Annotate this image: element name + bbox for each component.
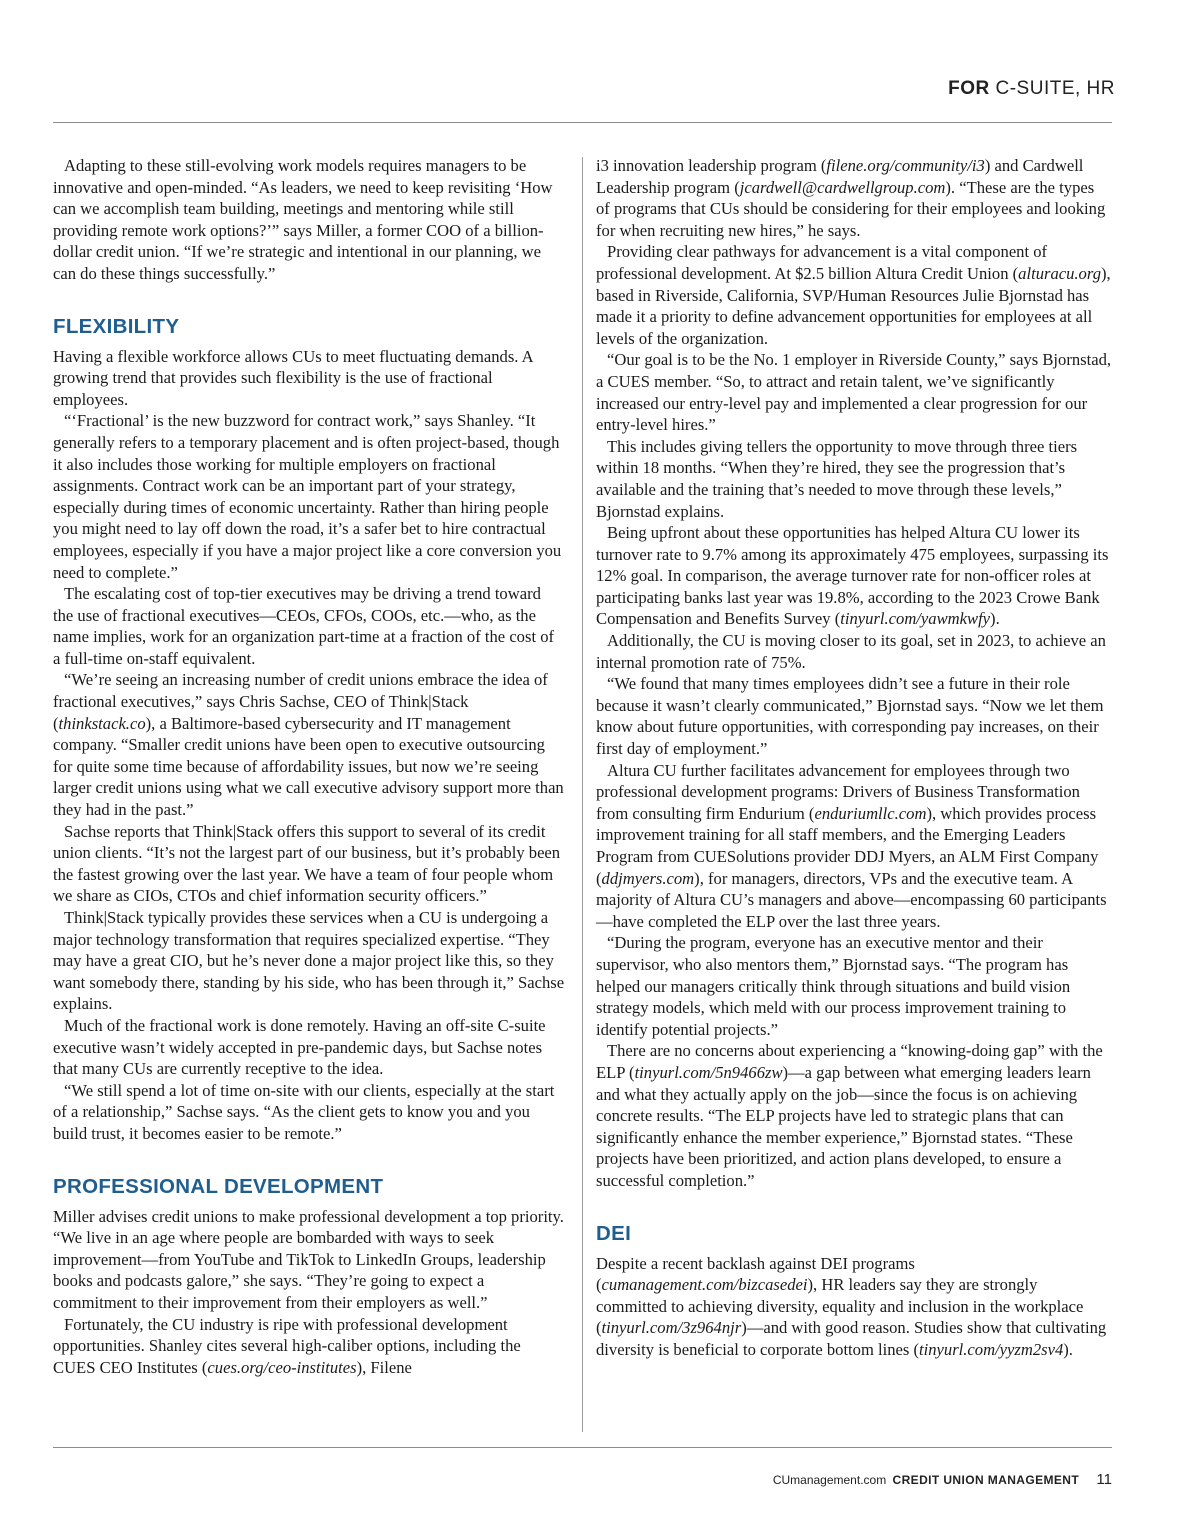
crowe-survey-link[interactable]: tinyurl.com/yawmkwfy xyxy=(840,609,991,629)
diversity-link[interactable]: tinyurl.com/3z964njr xyxy=(601,1318,742,1338)
professional-development-heading: PROFESSIONAL DEVELOPMENT xyxy=(53,1174,384,1198)
flexibility-heading: FLEXIBILITY xyxy=(53,314,180,338)
bizcasedei-link[interactable]: cumanagement.com/bizcasedei xyxy=(601,1275,808,1295)
page-number: 11 xyxy=(1096,1471,1112,1488)
p8-text-b: ), which provides process improvement training for all staff members, and the Emerging Leaders Program from CUESolutions provider DDJ Myers, an ALM First Company ( xyxy=(596,803,1099,888)
mentor-paragraph: “During the program, everyone has an executive mentor and their supervisor, who also mentors them,” Bjornstad says. “The program has helped our managers critically think through situations and build vision strategy models, which meld with our process improvement training to identify potential projects.” xyxy=(596,933,1071,1039)
top-rule xyxy=(53,122,1112,123)
left-column xyxy=(53,155,565,1378)
flex-paragraph-6: Think|Stack typically provides these services when a CU is undergoing a major technology transformation that requires specialized expertise. “They may have a great CIO, but he’s never done a major project like this, so they want somebody there, standing by his side, who has been through it,” Sachse explains. xyxy=(53,908,565,1014)
goal-paragraph: “Our goal is to be the No. 1 employer in Riverside County,” says Bjornstad, a CUES member. “So, to attract and retain talent, we’ve significantly increased our entry-level pay and implemented a clear progression for our entry-level hires.” xyxy=(596,350,1112,435)
section-header xyxy=(935,78,1115,100)
bottom-lines-link[interactable]: tinyurl.com/yyzm2sv4 xyxy=(919,1339,1064,1359)
right-column xyxy=(596,155,1112,1360)
tellers-paragraph: This includes giving tellers the opportunity to move through three tiers within 18 months. “When they’re hired, they see the progression that’s available and the training that’s needed to move through these levels,” Bjornstad explains. xyxy=(596,436,1078,521)
flex-paragraph-3: The escalating cost of top-tier executives may be driving a trend toward the use of fractional executives—CEOs, CFOs, COOs, etc.—who, as the name implies, work for an organization part-time at a fraction of the cost of a full-time on-staff equivalent. xyxy=(53,584,555,668)
dei-heading: DEI xyxy=(596,1221,632,1245)
cues-link[interactable]: cues.org/ceo-institutes xyxy=(207,1357,357,1377)
pd-p2-text-a: Fortunately, the CU industry is ripe with professional development opportunities. Shanley cites several high-caliber options, including the CUES CEO Institutes ( xyxy=(53,1314,521,1377)
endurium-link[interactable]: enduriumllc.com xyxy=(814,803,927,823)
programs-paragraph xyxy=(596,760,1112,933)
communication-paragraph: “We found that many times employees didn’t see a future in their role because it wasn’t clearly communicated,” Bjornstad says. “Now we let them know about future opportunities, with corresponding pay increases, on their first day of employment.” xyxy=(596,674,1104,759)
flex-paragraph-7: Much of the fractional work is done remotely. Having an off-site C-suite executive wasn’t widely accepted in pre-pandemic days, but Sachse notes that many CUs are currently receptive to the idea. xyxy=(53,1015,546,1079)
knowing-doing-link[interactable]: tinyurl.com/5n9466zw xyxy=(634,1062,783,1082)
header-for-label: FOR xyxy=(948,78,990,99)
knowing-doing-paragraph xyxy=(596,1040,1112,1191)
page-footer xyxy=(700,1471,1112,1488)
flex-paragraph-1: Having a flexible workforce allows CUs to meet fluctuating demands. A growing trend that provides such flexibility is the use of fractional employees. xyxy=(53,346,533,409)
header-section: C-SUITE, HR xyxy=(995,78,1115,99)
promotion-paragraph: Additionally, the CU is moving closer to its goal, set in 2023, to achieve an internal promotion rate of 75%. xyxy=(596,631,1106,672)
p2-text-a: Providing clear pathways for advancement is a vital component of professional development. At $2.5 billion Altura Credit Union ( xyxy=(596,242,1048,283)
flex-paragraph-8: “We still spend a lot of time on-site with our clients, especially at the start of a relationship,” Sachse says. “As the client gets to know you and you build trust, it becomes easier to be remote.” xyxy=(53,1080,555,1143)
turnover-paragraph xyxy=(596,522,1112,630)
footer-magazine-name: CREDIT UNION MANAGEMENT xyxy=(892,1473,1080,1487)
flex-paragraph-5: Sachse reports that Think|Stack offers this support to several of its credit union clients. “It’s not the largest part of our business, but it’s probably been the fastest growing over the last year. We have a team of four people whom we share as CIOs, CTOs and chief information security officers.” xyxy=(53,821,561,906)
dei-paragraph xyxy=(596,1253,1112,1361)
cardwell-email-link[interactable]: jcardwell@cardwellgroup.com xyxy=(739,177,946,197)
cont-text-a: i3 innovation leadership program ( xyxy=(596,156,827,175)
ddjmyers-link[interactable]: ddjmyers.com xyxy=(601,868,695,888)
pd-paragraph-1: Miller advises credit unions to make professional development a top priority. “We live in an age where people are bombarded with ways to seek improvement—from YouTube and TikTok to LinkedIn Groups, leadership books and podcasts galore,” she says. “They’re going to expect a commitment to their improvement from their employers as well.” xyxy=(53,1206,564,1312)
continued-paragraph xyxy=(596,155,1112,241)
p10-text-b: )—a gap between what emerging leaders learn and what they actually apply on the job—since the focus is on achieving concrete results. “The ELP projects have led to strategic plans that can significantly enhance the member experience,” Bjornstad states. “These projects have been prioritized, and action plans developed, to ensure a successful completion.” xyxy=(596,1062,1091,1190)
p5-text-b: ). xyxy=(990,609,1000,629)
p2-text-b: ), based in Riverside, California, SVP/Human Resources Julie Bjornstad has made it a priority to define advancement opportunities for employees at all levels of the organization. xyxy=(596,263,1111,348)
altura-link[interactable]: alturacu.org xyxy=(1018,263,1101,283)
thinkstack-link[interactable]: thinkstack.co xyxy=(58,713,146,733)
p10-text-a: There are no concerns about experiencing a “knowing-doing gap” with the ELP ( xyxy=(596,1041,1103,1082)
cont-text-b: ) and Cardwell Leadership program ( xyxy=(596,156,1084,197)
flex-p4-text-b: ), a Baltimore-based cybersecurity and IT management company. “Smaller credit unions have been open to executive outsourcing for quite some time because of affordability issues, but now we’re seeing larger credit unions using what we call executive advisory support more than they had in the past.” xyxy=(53,713,564,820)
p8-text-c: ), for managers, directors, VPs and the executive team. A majority of Altura CU’s managers and above—encompassing 60 participants—have completed the ELP over the last three years. xyxy=(596,868,1107,931)
intro-paragraph: Adapting to these still-evolving work models requires managers to be innovative and open-minded. “As leaders, we need to keep revisiting ‘How can we accomplish team building, meetings and mentoring while still providing remote work options?’” says Miller, a former COO of a billion-dollar credit union. “If we’re strategic and intentional in our planning, we can do these things successfully.” xyxy=(53,156,553,283)
dei-text-c: )—and with good reason. Studies show that cultivating diversity is beneficial to corporate bottom lines ( xyxy=(596,1318,1107,1359)
p5-text-a: Being upfront about these opportunities has helped Altura CU lower its turnover rate to 9.7% among its approximately 475 employees, surpassing its 12% goal. In comparison, the average turnover rate for non-officer roles at participating banks last year was 19.8%, according to the 2023 Crowe Bank Compensation and Benefits Survey ( xyxy=(596,523,1109,629)
flex-paragraph-2: “‘Fractional’ is the new buzzword for contract work,” says Shanley. “It generally refers to a temporary placement and is often project-based, though it also includes those working for multiple employers on fractional assignments. Contract work can be an important part of your strategy, especially during times of economic uncertainty. Rather than hiring people you might need to lay off down the road, it’s a safer bet to hire contractual employees, especially if you have a major project like a core conversion you need to complete.” xyxy=(53,411,562,582)
column-divider xyxy=(582,157,583,1432)
pd-p2-text-b: ), Filene xyxy=(356,1357,412,1377)
flex-paragraph-4 xyxy=(53,669,565,820)
footer-site-link[interactable]: CUmanagement.com xyxy=(772,1473,887,1487)
cont-text-c: ). “These are the types of programs that CUs should be considering for their employees and looking for when recruiting new hires,” he says. xyxy=(596,177,1106,240)
pathways-paragraph xyxy=(596,241,1112,349)
dei-text-a: Despite a recent backlash against DEI programs ( xyxy=(596,1253,915,1295)
dei-text-b: ), HR leaders say they are strongly committed to achieving diversity, equality and inclusion in the workplace ( xyxy=(596,1275,1084,1338)
filene-link[interactable]: filene.org/community/i3 xyxy=(826,156,985,175)
p8-text-a: Altura CU further facilitates advancement for employees through two professional development programs: Drivers of Business Transformation from consulting firm Endurium ( xyxy=(596,760,1080,823)
dei-text-d: ). xyxy=(1063,1339,1073,1359)
bottom-rule xyxy=(53,1447,1112,1448)
pd-paragraph-2 xyxy=(53,1314,565,1379)
flex-p4-text-a: “We’re seeing an increasing number of credit unions embrace the idea of fractional executives,” says Chris Sachse, CEO of Think|Stack ( xyxy=(53,670,548,733)
